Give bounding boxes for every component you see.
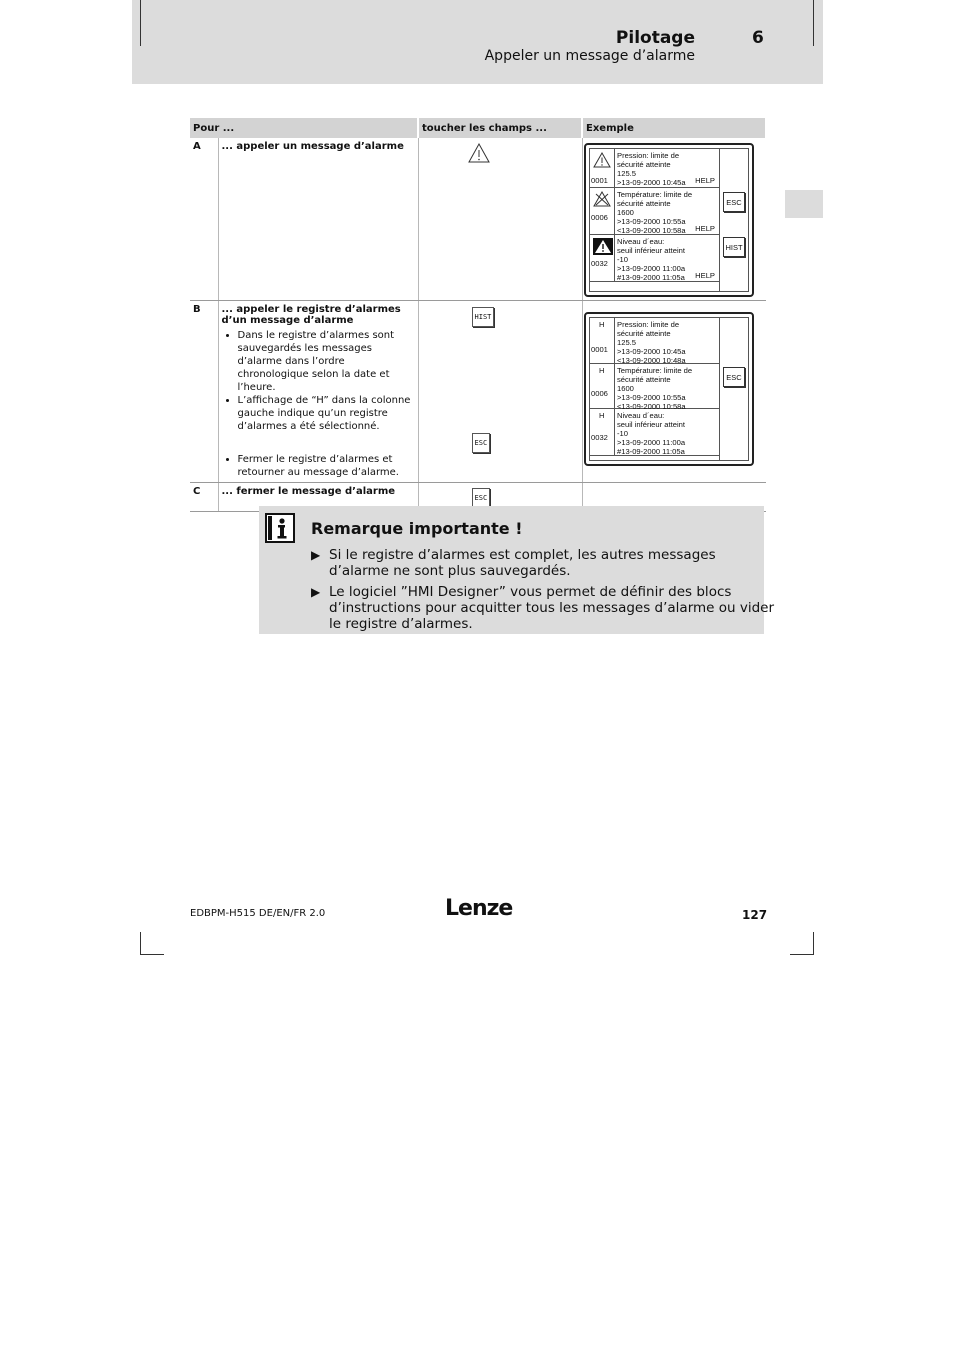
esc-button[interactable]: ESC xyxy=(723,367,745,387)
alarm-code-column xyxy=(590,149,615,187)
hist-button[interactable]: HIST xyxy=(723,237,745,257)
crop-mark xyxy=(140,954,164,955)
row-keys xyxy=(418,300,582,482)
warning-active-icon xyxy=(593,238,613,255)
alarm-code-column xyxy=(590,235,615,281)
lenze-logo: Lenze xyxy=(445,896,513,921)
alarm-code-column xyxy=(590,364,615,408)
history-row xyxy=(590,318,719,364)
page-title: Pilotage xyxy=(615,28,695,48)
alarm-code: 0032 xyxy=(591,433,608,442)
alarm-history-screen-example xyxy=(584,312,754,466)
hist-key-button[interactable]: HIST xyxy=(472,307,495,327)
alarm-screen-example xyxy=(584,143,754,297)
warning-triangle-icon[interactable] xyxy=(468,143,579,166)
help-label[interactable]: HELP xyxy=(695,176,715,185)
note-item xyxy=(311,547,779,579)
note-item-text: Le logiciel ”HMI Designer” vous permet de définir des blocs d’instructions pour acquitter tous les messages d’alarme ou vider le registre d’alarmes. xyxy=(329,584,775,632)
arrow-right-icon: ▶ xyxy=(311,548,321,562)
bullet-list xyxy=(222,329,415,479)
list-item: • Dans le registre d’alarmes sont sauvegardés les messages d’alarme dans l’ordre chronologique selon la date et l’heure. xyxy=(238,329,415,394)
warning-outline-icon xyxy=(593,152,611,168)
alarm-code-column xyxy=(590,318,615,363)
screen-button-column xyxy=(719,149,748,291)
alarm-code: 0001 xyxy=(591,345,608,354)
crop-mark xyxy=(140,0,141,46)
note-title: Remarque importante ! xyxy=(311,519,523,538)
note-item xyxy=(311,584,779,632)
alarm-code: 0001 xyxy=(591,176,608,185)
alarm-message: Température: limite de sécurité atteinte 1600 >13-09-2000 10:55a <13-09-2000 10:58a xyxy=(617,190,693,235)
alarm-row xyxy=(590,235,719,282)
crop-mark xyxy=(140,932,141,954)
alarm-code: 0006 xyxy=(591,389,608,398)
history-flag: H xyxy=(599,411,605,420)
alarm-row xyxy=(590,149,719,188)
help-label[interactable]: HELP xyxy=(695,271,715,280)
alarm-message: Température: limite de sécurité atteinte 1600 >13-09-2000 10:55a <13-09-2000 10:58a xyxy=(617,366,693,411)
esc-key-button[interactable]: ESC xyxy=(472,433,491,453)
list-item: • Fermer le registre d’alarmes et retourner au message d’alarme. xyxy=(238,453,415,479)
col-header-toucher: toucher les champs ... xyxy=(418,118,582,138)
chapter-number: 6 xyxy=(752,28,764,48)
alarm-row xyxy=(590,188,719,235)
col-header-exemple: Exemple xyxy=(582,118,766,138)
crop-mark xyxy=(813,0,814,46)
row-letter: B xyxy=(190,300,218,482)
history-flag: H xyxy=(599,366,605,375)
row-letter: C xyxy=(190,482,218,511)
page-number: 127 xyxy=(742,908,768,922)
info-icon xyxy=(265,513,295,547)
alarm-code: 0006 xyxy=(591,213,608,222)
crop-mark xyxy=(813,932,814,954)
arrow-right-icon: ▶ xyxy=(311,585,321,599)
row-action: ... fermer le message d’alarme xyxy=(218,482,418,511)
crop-mark xyxy=(790,954,814,955)
page-subtitle: Appeler un message d’alarme xyxy=(484,48,695,64)
alarm-message: Pression: limite de sécurité atteinte 125.5 >13-09-2000 10:45a <13-09-2000 10:48a xyxy=(617,320,686,365)
row-action: ... appeler le registre d’alarmes d’un message d’alarme xyxy=(221,303,401,326)
alarm-message: Niveau d´eau: seuil inférieur atteint -10 >13-09-2000 11:00a #13-09-2000 11:05a xyxy=(617,411,686,456)
table-header xyxy=(190,118,766,138)
history-row xyxy=(590,409,719,456)
row-keys xyxy=(418,138,582,300)
chapter-tab xyxy=(785,190,823,218)
help-label[interactable]: HELP xyxy=(695,224,715,233)
warning-acknowledged-icon xyxy=(593,191,611,207)
row-letter: A xyxy=(190,138,218,300)
esc-button[interactable]: ESC xyxy=(723,192,745,212)
alarm-code-column xyxy=(590,409,615,455)
alarm-code-column xyxy=(590,188,615,234)
esc-key-button[interactable]: ESC xyxy=(472,488,491,508)
row-action: ... appeler un message d’alarme xyxy=(218,138,418,300)
alarm-code: 0032 xyxy=(591,259,608,268)
alarm-message: Niveau d´eau: seuil inférieur atteint -10 >13-09-2000 11:00a #13-09-2000 11:05a xyxy=(617,237,686,282)
history-flag: H xyxy=(599,320,605,329)
row-action-cell xyxy=(218,300,418,482)
list-item: • L’affichage de “H” dans la colonne gauche indique qu’un registre d’alarmes a été sélectionné. xyxy=(238,394,415,433)
header-band xyxy=(132,0,823,84)
note-item-text: Si le registre d’alarmes est complet, les autres messages d’alarme ne sont plus sauvegardés. xyxy=(329,547,716,579)
history-row xyxy=(590,364,719,409)
screen-button-column xyxy=(719,318,748,460)
col-header-pour: Pour ... xyxy=(190,118,418,138)
document-id: EDBPM-H515 DE/EN/FR 2.0 xyxy=(190,908,326,919)
alarm-message: Pression: limite de sécurité atteinte 125.5 >13-09-2000 10:45a xyxy=(617,151,686,187)
